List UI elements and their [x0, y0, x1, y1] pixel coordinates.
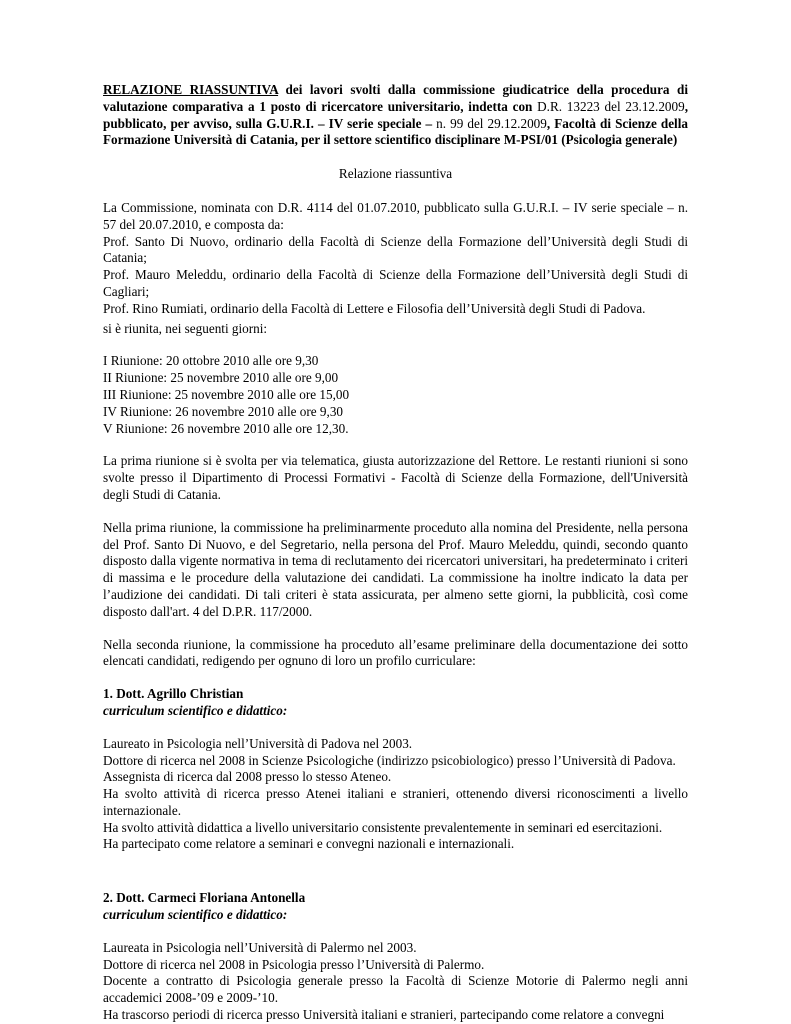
subtitle: Relazione riassuntiva	[338, 166, 453, 182]
commission-intro: La Commissione, nominata con D.R. 4114 del 01.07.2010, pubblicato sulla G.U.R.I. – IV serie speciale – n. 57 del 20.07.2010, e composta da:	[103, 199, 688, 232]
candidate-cv-line: Laureata in Psicologia nell’Università di Palermo nel 2003.	[103, 939, 417, 955]
heading-text-3: , Facoltà di Scienze della Formazione Università di Catania, per il settore scientifico disciplinare M-PSI/01 (Psicologia generale)	[103, 115, 688, 148]
commission-member: Prof. Rino Rumiati, ordinario della Facoltà di Lettere e Filosofia dell’Università degli Studi di Padova.	[103, 300, 646, 316]
commission-member: Prof. Santo Di Nuovo, ordinario della Facoltà di Scienze della Formazione dell’Università degli Studi di Catania;	[103, 233, 688, 266]
candidate-cv-line: Ha svolto attività didattica a livello universitario consistente prevalentemente in seminari ed esercitazioni.	[103, 819, 663, 835]
meeting-item: I Riunione: 20 ottobre 2010 alle ore 9,30	[103, 353, 319, 369]
meeting-item: II Riunione: 25 novembre 2010 alle ore 9,00	[103, 370, 339, 386]
paragraph-second-meeting: Nella seconda riunione, la commissione ha proceduto all’esame preliminare della documentazione dei sotto elencati candidati, redigendo per ognuno di loro un profilo curriculare:	[103, 636, 688, 669]
candidate-cv-label: curriculum scientifico e didattico:	[103, 907, 288, 923]
candidate-cv-line: Docente a contratto di Psicologia generale presso la Facoltà di Scienze Motorie di Palermo negli anni accademici 2008-’09 e 2009-’10.	[103, 973, 688, 1006]
heading-decree: D.R. 13223 del 23.12.2009	[537, 98, 685, 114]
candidate-cv-line: Ha trascorso periodi di ricerca presso Università italiani e stranieri, partecipando come relatore a convegni	[103, 1007, 665, 1023]
meeting-item: V Riunione: 26 novembre 2010 alle ore 12,30.	[103, 420, 349, 436]
paragraph-first-meeting: Nella prima riunione, la commissione ha preliminarmente proceduto alla nomina del Presidente, nella persona del Prof. Santo Di Nuovo, e del Segretario, nella persona del Prof. Mauro Meleddu, quindi, secondo quanto disposto dalla vigente normativa in tema di reclutamento dei ricercatori universitari, ha predeterminato i criteri di massima e le procedure della valutazione dei candidati. La commissione ha inoltre indicato la data per l’audizione dei candidati. Di tali criteri è stata assicurata, per almeno sette giorni, la pubblicità, così come disposto dall'art. 4 del D.P.R. 117/2000.	[103, 519, 688, 619]
candidate-cv-line: Dottore di ricerca nel 2008 in Scienze Psicologiche (indirizzo psicobiologico) presso l’Università di Padova.	[103, 752, 676, 768]
commission-met: si è riunita, nei seguenti giorni:	[103, 320, 268, 336]
document-page	[103, 82, 688, 1024]
heading-text: dei lavori svolti dalla commissione giudicatrice della procedura di valutazione comparativa a 1 posto di ricercatore universitario, indetta con	[103, 82, 688, 114]
candidate-cv-line: Ha svolto attività di ricerca presso Atenei italiani e stranieri, ottenendo diversi riconoscimenti a livello internazionale.	[103, 786, 688, 818]
candidate-cv-line: Assegnista di ricerca dal 2008 presso lo stesso Ateneo.	[103, 769, 392, 785]
heading-text-2: , pubblicato, per avviso, sulla G.U.R.I. – IV serie speciale –	[103, 98, 688, 131]
candidate-name: 1. Dott. Agrillo Christian	[103, 686, 244, 702]
commission-member: Prof. Mauro Meleddu, ordinario della Facoltà di Scienze della Formazione dell’Università degli Studi di Cagliari;	[103, 267, 688, 299]
candidate-cv-label: curriculum scientifico e didattico:	[103, 702, 288, 718]
document-heading	[103, 82, 688, 149]
candidate-name: 2. Dott. Carmeci Floriana Antonella	[103, 890, 306, 906]
meeting-item: IV Riunione: 26 novembre 2010 alle ore 9,30	[103, 403, 344, 419]
meeting-item: III Riunione: 25 novembre 2010 alle ore 15,00	[103, 386, 350, 402]
candidate-cv-line: Laureato in Psicologia nell’Università di Padova nel 2003.	[103, 735, 413, 751]
heading-title: RELAZIONE RIASSUNTIVA	[103, 82, 279, 97]
paragraph-first-meeting-location: La prima riunione si è svolta per via telematica, giusta autorizzazione del Rettore. Le restanti riunioni si sono svolte presso il Dipartimento di Processi Formativi - Facoltà di Scienze della Formazione, dell'Università degli Studi di Catania.	[103, 453, 688, 502]
candidate-cv-line: Dottore di ricerca nel 2008 in Psicologia presso l’Università di Palermo.	[103, 956, 485, 972]
candidate-cv-line: Ha partecipato come relatore a seminari e convegni nazionali e internazionali.	[103, 836, 515, 852]
heading-gazette-number: n. 99 del 29.12.2009	[436, 115, 547, 131]
